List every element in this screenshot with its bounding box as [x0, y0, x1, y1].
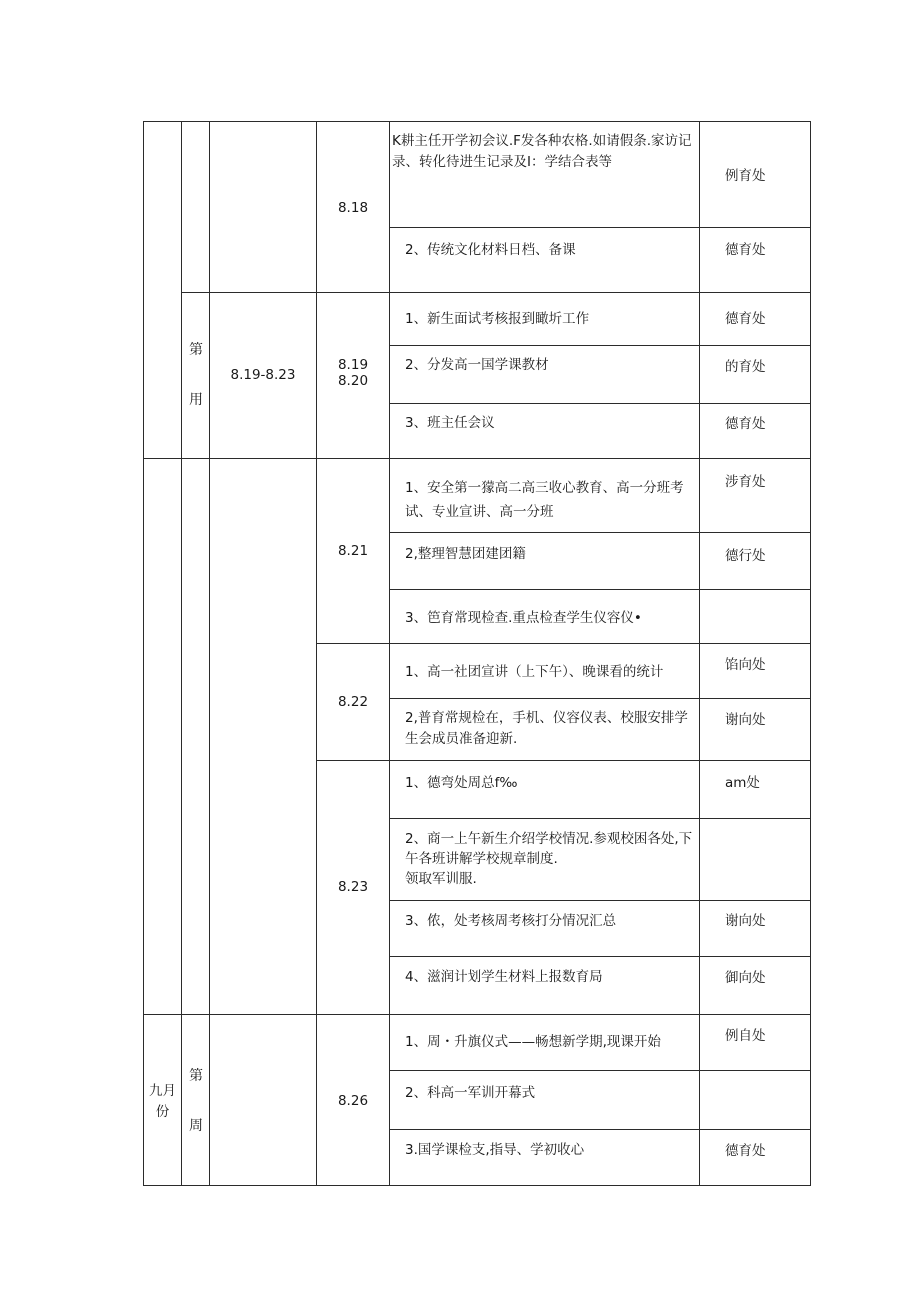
task-cell [389, 532, 700, 590]
dept-text: 涉育处 [725, 474, 766, 490]
date-text: 8.19 8.20 [337, 357, 369, 389]
month-label: 九月 份 [149, 1083, 176, 1120]
dept-cell [699, 121, 811, 228]
dept-cell [699, 643, 811, 699]
dept-text: 馅向处 [725, 657, 766, 673]
dept-cell [699, 1070, 811, 1130]
task-text: 1、周・升旗仪式——畅想新学期,现课开始 [405, 1034, 661, 1050]
task-text: 2、传统文化材料日档、备课 [405, 242, 576, 258]
dept-cell [699, 760, 811, 819]
date-text: 8.22 [337, 694, 369, 710]
dept-text: 谢向处 [725, 712, 766, 728]
task-cell [389, 818, 700, 901]
date-range-text: 8.19-8.23 [230, 367, 296, 383]
dept-cell [699, 818, 811, 901]
dept-cell [699, 1129, 811, 1186]
dept-text: am处 [725, 775, 760, 791]
dept-cell [699, 345, 811, 404]
task-cell [389, 1129, 700, 1186]
task-text: 1、安全第一獴高二高三收心教育、高一分班考试、专业宣讲、高一分班 [405, 480, 684, 520]
task-text: 3、笆育常现检查.重点检查学生仪容仪• [405, 610, 642, 626]
dept-text: 例自处 [725, 1028, 766, 1044]
task-cell [389, 956, 700, 1015]
task-text: 2、科高一军训开幕式 [405, 1085, 536, 1101]
task-cell [389, 1070, 700, 1130]
week-label: 第 周 [189, 1068, 203, 1134]
task-text: 1、新生面试考核报到瞰圻工作 [405, 311, 590, 327]
date-cell [316, 643, 390, 761]
task-text: 3、班主任会议 [405, 415, 495, 431]
week-cell [181, 1014, 210, 1186]
week-cell [181, 121, 210, 293]
date-text: 8.26 [337, 1093, 369, 1109]
task-text: 1、德弯处周总f‰ [405, 775, 518, 791]
dept-cell [699, 956, 811, 1015]
date-cell [316, 760, 390, 1015]
dept-text: 德育处 [725, 311, 766, 327]
date-text: 8.23 [337, 879, 369, 895]
dept-cell [699, 900, 811, 957]
task-cell [389, 345, 700, 404]
dept-cell [699, 227, 811, 293]
week-cell [181, 292, 210, 459]
task-cell [389, 1014, 700, 1071]
date-cell [316, 292, 390, 459]
date-cell [316, 1014, 390, 1186]
dept-cell [699, 589, 811, 644]
task-text: 1、高一社团宣讲（上下午）、晚课看的统计 [405, 664, 664, 680]
date-text: 8.21 [337, 543, 369, 559]
task-cell [389, 900, 700, 957]
task-cell [389, 760, 700, 819]
task-cell [389, 403, 700, 459]
task-cell [389, 698, 700, 761]
dept-text: 德行处 [725, 548, 766, 564]
date-text: 8.18 [337, 200, 369, 216]
dept-text: 御向处 [725, 970, 766, 986]
task-cell [389, 589, 700, 644]
dept-text: 德育处 [725, 416, 766, 432]
week-cell [181, 458, 210, 1015]
month-cell [143, 1014, 182, 1186]
week-label: 第 用 [189, 342, 203, 408]
month-cell [143, 121, 182, 459]
month-cell [143, 458, 182, 1015]
task-cell [389, 458, 700, 533]
dept-cell [699, 698, 811, 761]
dept-text: 例育处 [725, 168, 766, 184]
task-cell [389, 292, 700, 346]
task-cell [389, 643, 700, 699]
dept-cell [699, 403, 811, 459]
dept-text: 德育处 [725, 1143, 766, 1159]
dept-text: 德育处 [725, 242, 766, 258]
dept-cell [699, 292, 811, 346]
task-text: 2、分发高一国学课教材 [405, 357, 549, 373]
dept-text: 谢向处 [725, 913, 766, 929]
dept-cell [699, 532, 811, 590]
date-cell [316, 121, 390, 293]
task-text: K耕主任开学初会议.F发各种农格.如请假条.家访记录、转化待进生记录及I：学结合表等 [392, 133, 692, 170]
task-text: 2,整理智慧团建团籍 [405, 546, 526, 562]
dept-cell [699, 458, 811, 533]
dept-cell [699, 1014, 811, 1071]
task-cell [389, 121, 700, 228]
date-cell [316, 458, 390, 644]
task-text: 3、侬，处考核周考核打分情况汇总 [405, 913, 617, 929]
task-cell [389, 227, 700, 293]
date-range-cell [209, 458, 317, 1015]
task-text: 4、滋润计划学生材料上报数育局 [405, 969, 603, 985]
task-text: 2、商一上午新生介绍学校情况.参观校困各处,下午各班讲解学校规章制度. 领取军训服. [405, 831, 693, 887]
date-range-cell [209, 292, 317, 459]
task-text: 3.国学课检支,指导、学初收心 [405, 1142, 585, 1158]
date-range-cell [209, 1014, 317, 1186]
task-text: 2,普育常规检在，手机、仪容仪表、校服安排学生会成员准备迎新. [405, 710, 688, 747]
date-range-cell [209, 121, 317, 293]
dept-text: 的育处 [725, 359, 766, 375]
